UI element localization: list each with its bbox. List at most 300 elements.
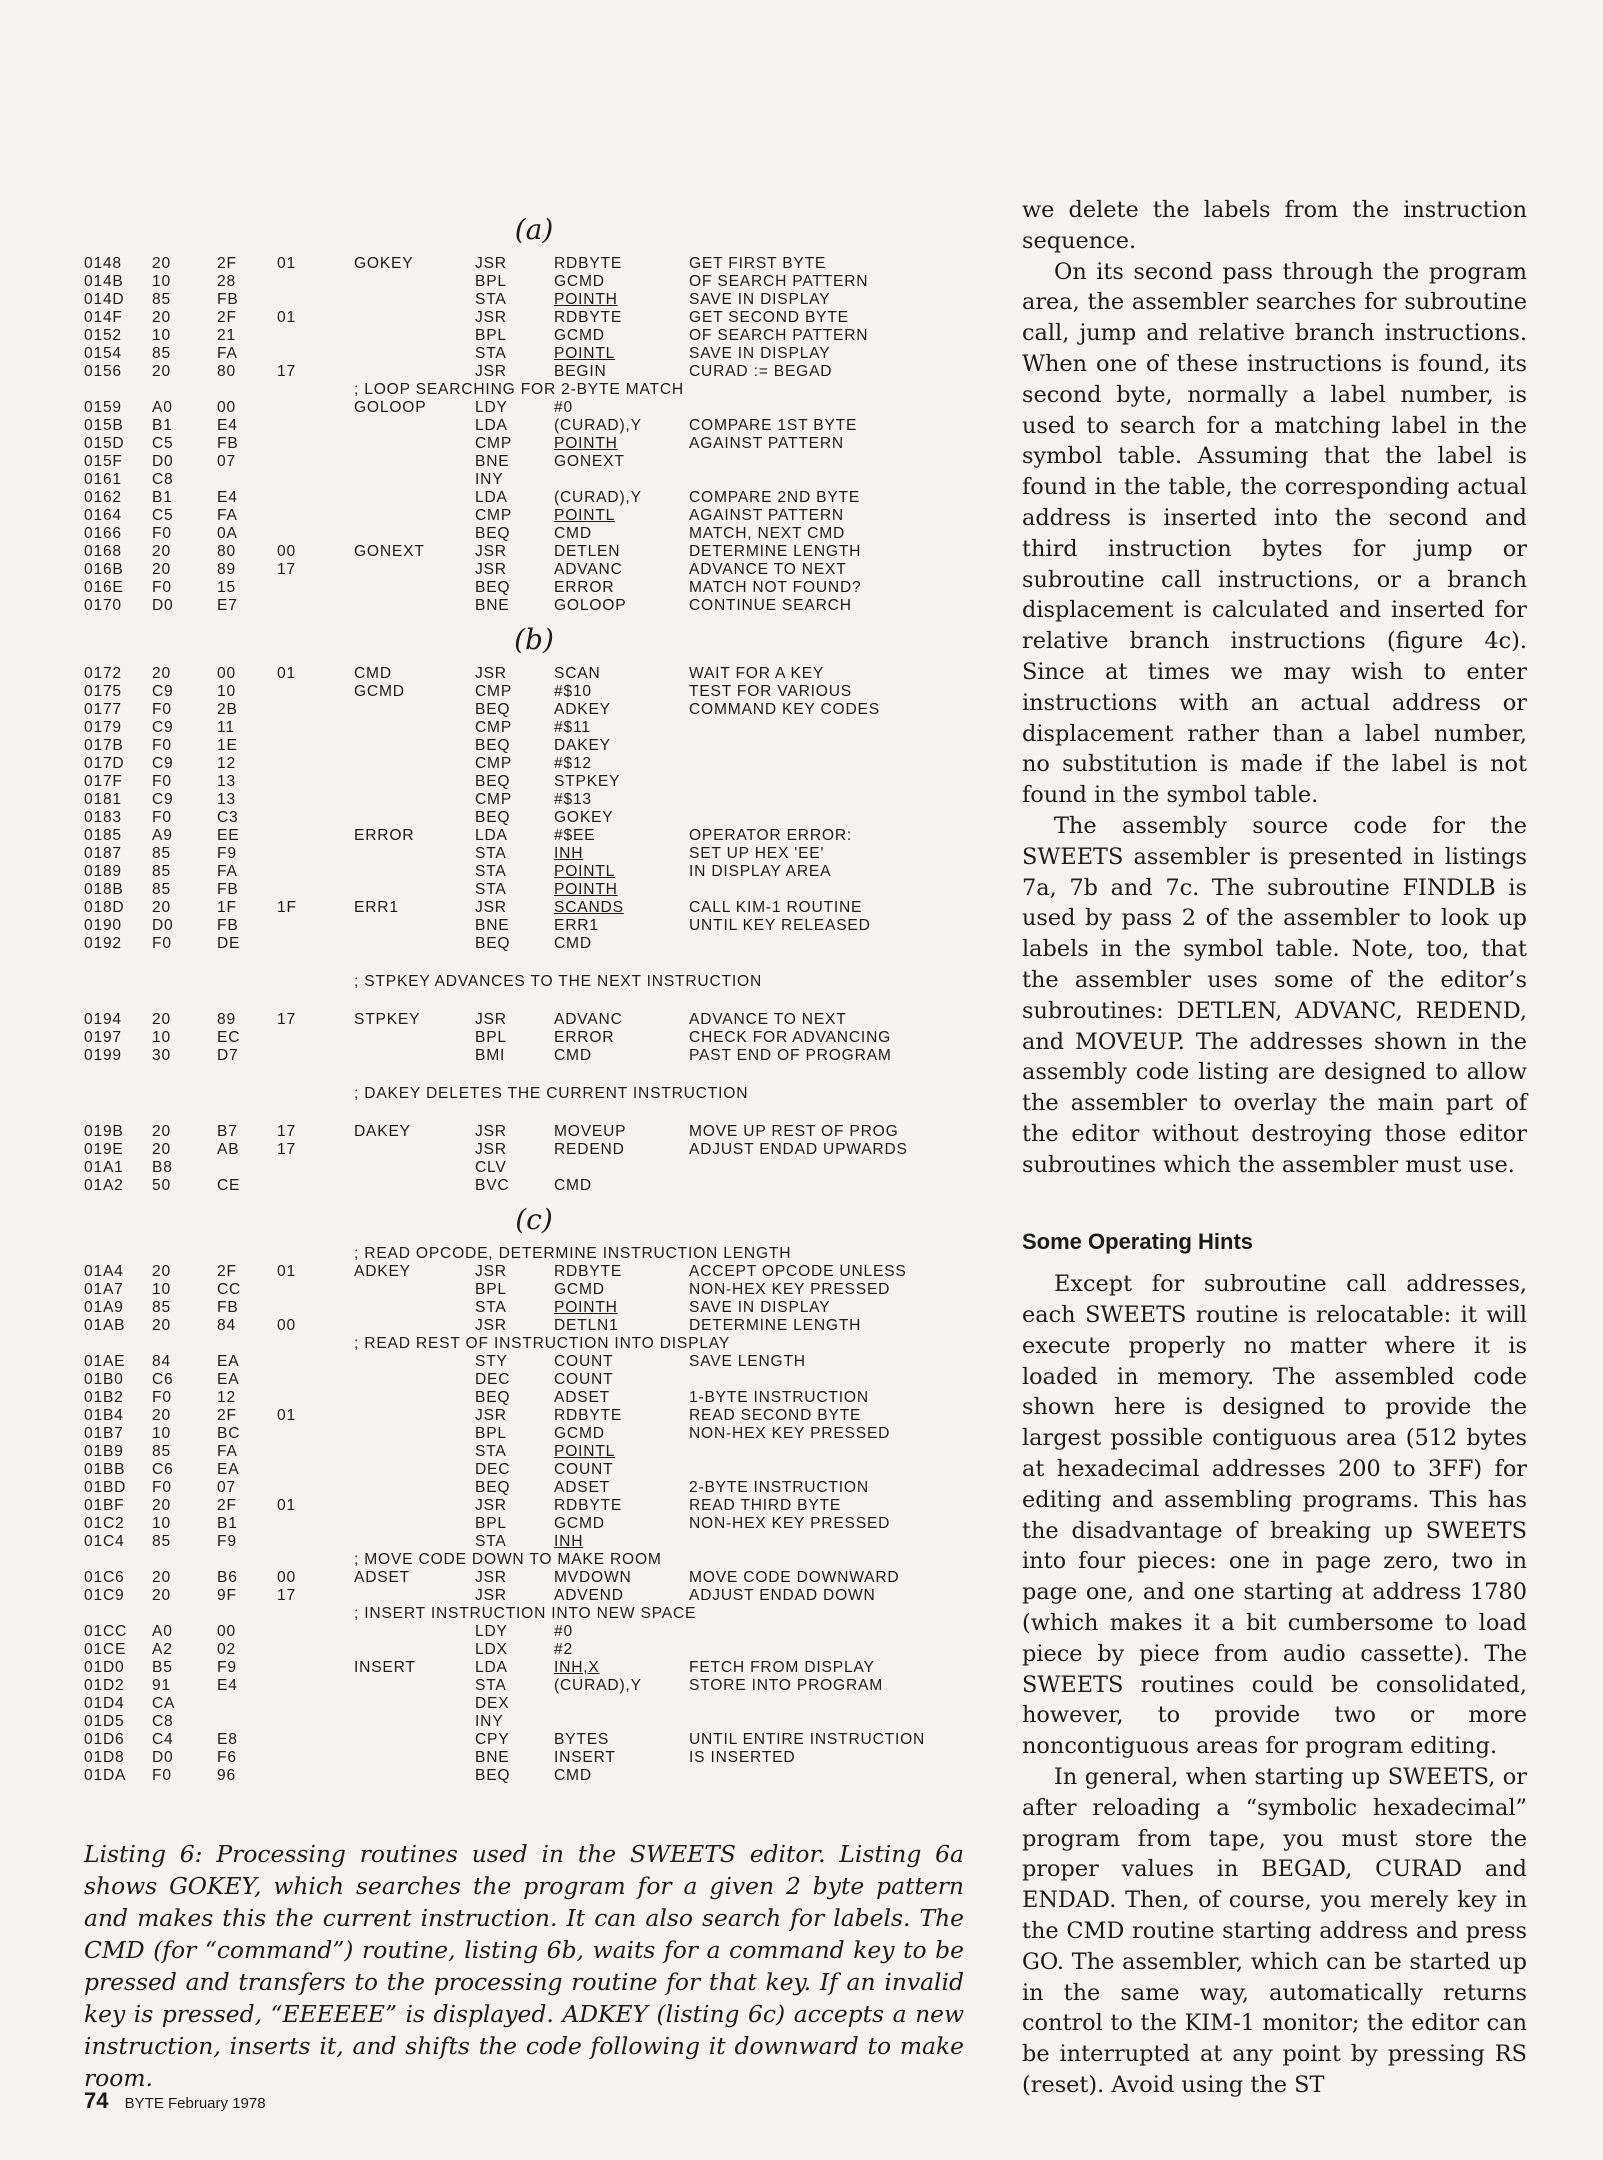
operand: (CURAD),Y	[554, 417, 642, 434]
byte-2: 00	[217, 1623, 236, 1640]
address: 017B	[84, 737, 124, 754]
byte-3: 01	[277, 255, 296, 272]
byte-2: 11	[217, 719, 235, 736]
operand: POINTH	[554, 291, 618, 308]
byte-1: 50	[152, 1177, 171, 1194]
comment-text: ; READ REST OF INSTRUCTION INTO DISPLAY	[354, 1335, 731, 1352]
byte-1: C9	[152, 719, 174, 736]
mnemonic: BEQ	[475, 579, 511, 596]
byte-1: 20	[152, 1407, 171, 1424]
comment: IS INSERTED	[689, 1749, 796, 1766]
byte-3: 17	[277, 1587, 296, 1604]
listing-line	[84, 1425, 984, 1443]
byte-2: EC	[217, 1029, 241, 1046]
comment: IN DISPLAY AREA	[689, 863, 832, 880]
byte-1: B5	[152, 1659, 173, 1676]
byte-2: 00	[217, 665, 236, 682]
operand: #$12	[554, 755, 592, 772]
byte-2: FB	[217, 435, 239, 452]
byte-1: 20	[152, 1569, 171, 1586]
address: 017D	[84, 755, 125, 772]
byte-2: F9	[217, 1533, 237, 1550]
address: 017F	[84, 773, 123, 790]
byte-3: 00	[277, 543, 296, 560]
comment: ADJUST ENDAD UPWARDS	[689, 1141, 908, 1158]
address: 01BB	[84, 1461, 126, 1478]
comment: NON-HEX KEY PRESSED	[689, 1281, 891, 1298]
operand: INSERT	[554, 1749, 616, 1766]
operand: CMD	[554, 1177, 592, 1194]
operand: POINTH	[554, 1299, 618, 1316]
mnemonic: CMP	[475, 719, 513, 736]
byte-1: F0	[152, 525, 172, 542]
listing-line	[84, 1263, 984, 1281]
byte-1: 20	[152, 1497, 171, 1514]
operand: SCANDS	[554, 899, 624, 916]
mnemonic: INY	[475, 1713, 504, 1730]
section-heading: Some Operating Hints	[1022, 1228, 1254, 1254]
address: 01B7	[84, 1425, 124, 1442]
listing-line	[84, 1479, 984, 1497]
listing-line	[84, 1641, 984, 1659]
listing-line	[84, 525, 984, 543]
comment: OF SEARCH PATTERN	[689, 327, 869, 344]
operand: CMD	[554, 1047, 592, 1064]
address: 0199	[84, 1047, 122, 1064]
comment: FETCH FROM DISPLAY	[689, 1659, 875, 1676]
listing-line	[84, 665, 984, 683]
operand: #2	[554, 1641, 573, 1658]
operand: ADVANC	[554, 561, 623, 578]
comment-text: ; INSERT INSTRUCTION INTO NEW SPACE	[354, 1605, 697, 1622]
comment: ACCEPT OPCODE UNLESS	[689, 1263, 907, 1280]
mnemonic: CMP	[475, 755, 513, 772]
listing-line	[84, 435, 984, 453]
byte-2: 89	[217, 561, 236, 578]
byte-2: FA	[217, 345, 238, 362]
comment: AGAINST PATTERN	[689, 435, 844, 452]
byte-2: B7	[217, 1123, 238, 1140]
mnemonic: BEQ	[475, 935, 511, 952]
operand: CMD	[554, 1767, 592, 1784]
byte-1: 20	[152, 1317, 171, 1334]
listing-line	[84, 881, 984, 899]
comment-text: ; STPKEY ADVANCES TO THE NEXT INSTRUCTION	[354, 973, 762, 990]
byte-1: 10	[152, 1515, 171, 1532]
byte-2: FB	[217, 1299, 239, 1316]
listing-line	[84, 917, 984, 935]
mnemonic: BMI	[475, 1047, 506, 1064]
comment: SET UP HEX 'EE'	[689, 845, 825, 862]
mnemonic: CMP	[475, 507, 513, 524]
byte-2: 13	[217, 773, 236, 790]
paragraph: Except for subroutine call addresses, each SWEETS routine is relocatable: it will execute properly no matter where it is loaded in memory. The assembled code shown here is designed to provide the largest possible contiguous area (512 bytes at hexadecimal addresses 200 to 3FF) for editing and assembling programs. This has the disadvantage of breaking up SWEETS into four pieces: one in page zero, two in page one, and one starting at address 1780 (which makes it a bit cumbersome to load piece by piece from audio cassette). The SWEETS routines could be consolidated, however, to provide two or more noncontiguous areas for program editing.	[1022, 1271, 1527, 1760]
comment-text: ; DAKEY DELETES THE CURRENT INSTRUCTION	[354, 1085, 749, 1102]
mnemonic: DEC	[475, 1461, 511, 1478]
address: 01BF	[84, 1497, 125, 1514]
listing-line	[84, 561, 984, 579]
byte-1: 91	[152, 1677, 171, 1694]
operand: GCMD	[554, 1281, 605, 1298]
comment: CALL KIM-1 ROUTINE	[689, 899, 863, 916]
mnemonic: STA	[475, 1299, 507, 1316]
listing-line	[84, 1587, 984, 1605]
mnemonic: BEQ	[475, 809, 511, 826]
byte-2: FA	[217, 507, 238, 524]
listing-line	[84, 755, 984, 773]
listing-line	[84, 683, 984, 701]
byte-1: 10	[152, 1281, 171, 1298]
address: 016B	[84, 561, 124, 578]
byte-2: 15	[217, 579, 236, 596]
byte-1: 85	[152, 1443, 171, 1460]
byte-2: 84	[217, 1317, 236, 1334]
byte-2: FB	[217, 291, 239, 308]
byte-3: 01	[277, 1407, 296, 1424]
address: 0185	[84, 827, 122, 844]
byte-1: 85	[152, 863, 171, 880]
paragraph: we delete the labels from the instruction sequence.	[1022, 197, 1527, 254]
byte-2: DE	[217, 935, 241, 952]
address: 0189	[84, 863, 122, 880]
operand: RDBYTE	[554, 1407, 623, 1424]
operand: POINTH	[554, 881, 618, 898]
byte-1: 20	[152, 1141, 171, 1158]
address: 0187	[84, 845, 122, 862]
byte-1: C6	[152, 1461, 174, 1478]
byte-2: 80	[217, 363, 236, 380]
address: 018B	[84, 881, 124, 898]
address: 01D8	[84, 1749, 125, 1766]
label: GOLOOP	[354, 399, 427, 416]
byte-2: 00	[217, 399, 236, 416]
mnemonic: INY	[475, 471, 504, 488]
operand: GCMD	[554, 273, 605, 290]
operand: (CURAD),Y	[554, 1677, 642, 1694]
byte-3: 01	[277, 1263, 296, 1280]
byte-3: 01	[277, 1497, 296, 1514]
byte-3: 17	[277, 363, 296, 380]
address: 0159	[84, 399, 122, 416]
mnemonic: STA	[475, 863, 507, 880]
byte-2: F9	[217, 845, 237, 862]
operand: CMD	[554, 525, 592, 542]
operand: GCMD	[554, 1515, 605, 1532]
address: 0194	[84, 1011, 122, 1028]
byte-1: 20	[152, 1011, 171, 1028]
operand: GOLOOP	[554, 597, 627, 614]
listing-line	[84, 363, 984, 381]
address: 01D0	[84, 1659, 125, 1676]
listing-line	[84, 737, 984, 755]
operand: RDBYTE	[554, 255, 623, 272]
operand: #$10	[554, 683, 592, 700]
mnemonic: LDA	[475, 1659, 508, 1676]
operand: DAKEY	[554, 737, 611, 754]
mnemonic: CMP	[475, 435, 513, 452]
comment: DETERMINE LENGTH	[689, 543, 862, 560]
byte-2: 9F	[217, 1587, 237, 1604]
mnemonic: BNE	[475, 1749, 510, 1766]
comment: SAVE IN DISPLAY	[689, 1299, 831, 1316]
label: CMD	[354, 665, 392, 682]
listing-line	[84, 1371, 984, 1389]
comment: READ THIRD BYTE	[689, 1497, 842, 1514]
byte-2: AB	[217, 1141, 240, 1158]
address: 01B9	[84, 1443, 124, 1460]
listing-line	[84, 1123, 984, 1141]
byte-1: D0	[152, 597, 174, 614]
listing-line	[84, 1695, 984, 1713]
listing-line	[84, 1767, 984, 1785]
address: 019E	[84, 1141, 124, 1158]
operand: GCMD	[554, 1425, 605, 1442]
mnemonic: BNE	[475, 597, 510, 614]
comment: PAST END OF PROGRAM	[689, 1047, 892, 1064]
byte-2: EE	[217, 827, 240, 844]
listing-line	[84, 1299, 984, 1317]
label: GCMD	[354, 683, 405, 700]
mnemonic: LDY	[475, 399, 508, 416]
byte-2: E4	[217, 489, 238, 506]
operand: #0	[554, 1623, 573, 1640]
listing-comment-line	[84, 973, 984, 991]
mnemonic: BEQ	[475, 701, 511, 718]
address: 014D	[84, 291, 125, 308]
mnemonic: BEQ	[475, 773, 511, 790]
label: DAKEY	[354, 1123, 411, 1140]
byte-2: 28	[217, 273, 236, 290]
page-footer	[84, 2088, 266, 2114]
mnemonic: JSR	[475, 1141, 507, 1158]
byte-1: C4	[152, 1731, 174, 1748]
listing-comment-line	[84, 381, 984, 399]
byte-1: 85	[152, 291, 171, 308]
operand: ERROR	[554, 579, 615, 596]
byte-1: C8	[152, 1713, 174, 1730]
address: 01CE	[84, 1641, 127, 1658]
byte-1: C5	[152, 507, 174, 524]
byte-2: 07	[217, 453, 236, 470]
byte-2: FA	[217, 1443, 238, 1460]
listing-line	[84, 471, 984, 489]
comment: UNTIL KEY RELEASED	[689, 917, 871, 934]
byte-1: F0	[152, 1479, 172, 1496]
operand: COUNT	[554, 1461, 614, 1478]
address: 0170	[84, 597, 122, 614]
byte-1: 20	[152, 1587, 171, 1604]
byte-1: B1	[152, 489, 173, 506]
comment: OPERATOR ERROR:	[689, 827, 853, 844]
byte-1: F0	[152, 701, 172, 718]
address: 0175	[84, 683, 122, 700]
byte-2: EA	[217, 1371, 240, 1388]
address: 01B2	[84, 1389, 124, 1406]
listing-line	[84, 345, 984, 363]
address: 014F	[84, 309, 123, 326]
address: 01C6	[84, 1569, 125, 1586]
byte-1: C9	[152, 791, 174, 808]
operand: GONEXT	[554, 453, 625, 470]
mnemonic: LDA	[475, 489, 508, 506]
address: 0172	[84, 665, 122, 682]
byte-2: 12	[217, 1389, 236, 1406]
comment: TEST FOR VARIOUS	[689, 683, 852, 700]
mnemonic: JSR	[475, 255, 507, 272]
byte-2: D7	[217, 1047, 239, 1064]
code-listing	[84, 205, 984, 1785]
listing-line	[84, 1407, 984, 1425]
listing-line	[84, 453, 984, 471]
listing-line	[84, 935, 984, 953]
comment: 1-BYTE INSTRUCTION	[689, 1389, 869, 1406]
operand: RDBYTE	[554, 1497, 623, 1514]
byte-1: 85	[152, 1299, 171, 1316]
comment: SAVE IN DISPLAY	[689, 291, 831, 308]
byte-3: 01	[277, 309, 296, 326]
byte-1: 20	[152, 665, 171, 682]
byte-3: 17	[277, 1123, 296, 1140]
mnemonic: LDY	[475, 1623, 508, 1640]
label: ADKEY	[354, 1263, 411, 1280]
mnemonic: DEX	[475, 1695, 510, 1712]
address: 01A2	[84, 1177, 124, 1194]
mnemonic: JSR	[475, 561, 507, 578]
mnemonic: BPL	[475, 327, 507, 344]
byte-2: 1E	[217, 737, 238, 754]
comment: DETERMINE LENGTH	[689, 1317, 862, 1334]
mnemonic: BVC	[475, 1177, 510, 1194]
address: 01A4	[84, 1263, 124, 1280]
byte-1: 85	[152, 345, 171, 362]
operand: COUNT	[554, 1353, 614, 1370]
comment: MOVE UP REST OF PROG	[689, 1123, 899, 1140]
address: 01A9	[84, 1299, 124, 1316]
operand: GOKEY	[554, 809, 614, 826]
byte-2: FB	[217, 881, 239, 898]
listing-line	[84, 1443, 984, 1461]
comment: GET FIRST BYTE	[689, 255, 827, 272]
comment: MATCH, NEXT CMD	[689, 525, 846, 542]
operand: ADSET	[554, 1479, 610, 1496]
byte-1: A0	[152, 1623, 173, 1640]
byte-1: F0	[152, 773, 172, 790]
address: 0154	[84, 345, 122, 362]
byte-2: 2F	[217, 309, 237, 326]
comment: GET SECOND BYTE	[689, 309, 849, 326]
comment: ADVANCE TO NEXT	[689, 561, 847, 578]
operand: (CURAD),Y	[554, 489, 642, 506]
mnemonic: BEQ	[475, 737, 511, 754]
comment: NON-HEX KEY PRESSED	[689, 1425, 891, 1442]
comment: MATCH NOT FOUND?	[689, 579, 862, 596]
operand: BEGIN	[554, 363, 607, 380]
mnemonic: STA	[475, 1443, 507, 1460]
comment: AGAINST PATTERN	[689, 507, 844, 524]
operand: POINTL	[554, 1443, 616, 1460]
mnemonic: STY	[475, 1353, 508, 1370]
byte-2: 96	[217, 1767, 236, 1784]
byte-2: C3	[217, 809, 239, 826]
listing-line	[84, 543, 984, 561]
operand: ADVANC	[554, 1011, 623, 1028]
listing-line	[84, 1353, 984, 1371]
address: 01C2	[84, 1515, 125, 1532]
comment: STORE INTO PROGRAM	[689, 1677, 884, 1694]
address: 0197	[84, 1029, 122, 1046]
comment-text: ; READ OPCODE, DETERMINE INSTRUCTION LENGTH	[354, 1245, 792, 1262]
listing-line	[84, 1177, 984, 1195]
address: 018D	[84, 899, 125, 916]
listing-line	[84, 309, 984, 327]
byte-2: 2F	[217, 1407, 237, 1424]
byte-1: 20	[152, 255, 171, 272]
listing-line	[84, 809, 984, 827]
comment: NON-HEX KEY PRESSED	[689, 1515, 891, 1532]
comment: MOVE CODE DOWNWARD	[689, 1569, 900, 1586]
mnemonic: BPL	[475, 1281, 507, 1298]
listing-line	[84, 1623, 984, 1641]
listing-line	[84, 1461, 984, 1479]
operand: MOVEUP	[554, 1123, 627, 1140]
address: 0166	[84, 525, 122, 542]
listing-line	[84, 1281, 984, 1299]
mnemonic: BPL	[475, 1029, 507, 1046]
byte-2: 10	[217, 683, 236, 700]
mnemonic: BEQ	[475, 525, 511, 542]
address: 01D2	[84, 1677, 125, 1694]
mnemonic: JSR	[475, 665, 507, 682]
operand: MVDOWN	[554, 1569, 632, 1586]
mnemonic: BPL	[475, 1515, 507, 1532]
byte-1: A9	[152, 827, 173, 844]
listing-line	[84, 1569, 984, 1587]
operand: CMD	[554, 935, 592, 952]
mnemonic: JSR	[475, 1569, 507, 1586]
byte-1: D0	[152, 453, 174, 470]
byte-2: 2B	[217, 701, 238, 718]
listing-caption: Listing 6: Processing routines used in the SWEETS editor. Listing 6a shows GOKEY, which searches the program for a given 2 byte pattern and makes this the current instruction. It can also search for labels. The CMD (for “command”) routine, listing 6b, waits for a command key to be pressed and transfers to the processing routine for that key. If an invalid key is pressed, “EEEEEE” is displayed. ADKEY (listing 6c) accepts a new instruction, inserts it, and shifts the code following it downward to make room.	[84, 1840, 964, 2092]
address: 0190	[84, 917, 122, 934]
byte-1: C6	[152, 1371, 174, 1388]
mnemonic: JSR	[475, 1407, 507, 1424]
label: STPKEY	[354, 1011, 421, 1028]
comment: SAVE IN DISPLAY	[689, 345, 831, 362]
listing-comment-line	[84, 1551, 984, 1569]
byte-1: F0	[152, 1767, 172, 1784]
listing-line	[84, 399, 984, 417]
mnemonic: STA	[475, 1533, 507, 1550]
byte-1: A2	[152, 1641, 173, 1658]
mnemonic: STA	[475, 345, 507, 362]
operand: INH	[554, 1533, 584, 1550]
article-column	[1022, 195, 1527, 2101]
operand: ERROR	[554, 1029, 615, 1046]
listing-line	[84, 827, 984, 845]
byte-1: B8	[152, 1159, 173, 1176]
operand: BYTES	[554, 1731, 610, 1748]
address: 0161	[84, 471, 122, 488]
mnemonic: JSR	[475, 899, 507, 916]
magazine-issue: BYTE February 1978	[124, 2095, 266, 2112]
label: GONEXT	[354, 543, 425, 560]
address: 01A1	[84, 1159, 124, 1176]
listing-line	[84, 597, 984, 615]
byte-2: FB	[217, 917, 239, 934]
address: 016E	[84, 579, 124, 596]
byte-2: E8	[217, 1731, 238, 1748]
byte-2: CC	[217, 1281, 242, 1298]
